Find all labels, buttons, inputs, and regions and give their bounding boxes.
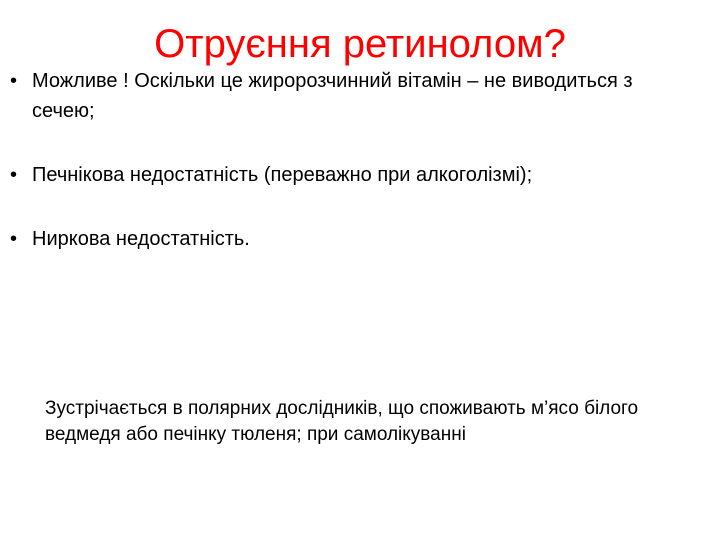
bullet-dot-icon: • [10,70,18,92]
bullet-dot-icon: • [10,228,18,250]
slide-title: Отруєння ретинолом? [154,22,566,66]
bullet-item [10,160,690,190]
bullet-text: Ниркова недостатність. [32,228,250,250]
bullet-item [10,224,690,254]
bullet-list [10,66,690,254]
bullet-text: Печнікова недостатність (переважно при алкоголізмі); [32,164,533,186]
note-text: Зустрічається в полярних дослідників, що споживають м’ясо білого ведмедя або печінку тюленя; при самолікуванні [45,398,639,445]
bullet-text: Можливе ! Оскільки це жиророзчинний вітамін – не виводиться з сечею; [32,70,633,122]
bullet-item [10,66,690,126]
bullet-dot-icon: • [10,164,18,186]
